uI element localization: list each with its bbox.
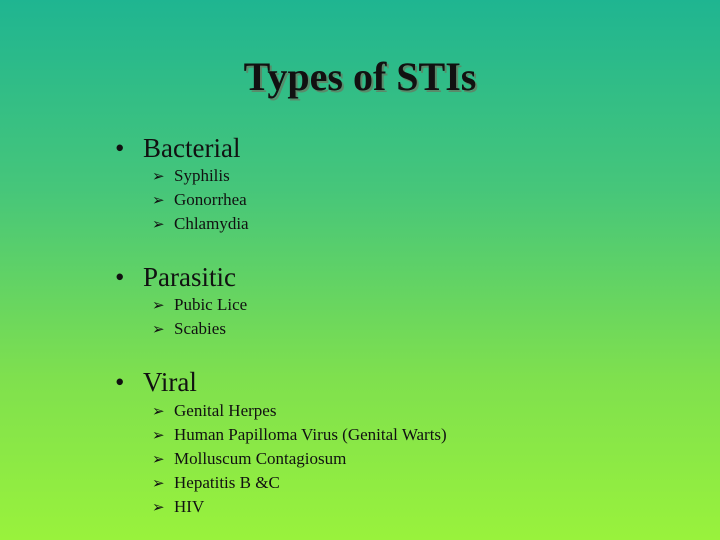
arrow-bullet-icon: ➢ [152, 169, 165, 185]
list-item [152, 447, 346, 472]
list-item [152, 317, 226, 342]
list-item [152, 495, 204, 520]
bullet-icon: • [115, 133, 125, 163]
bullet-icon: • [115, 367, 125, 397]
section-heading-bacterial [115, 132, 240, 164]
section-heading-label: Bacterial [143, 133, 241, 163]
section-heading-viral [115, 366, 197, 398]
arrow-bullet-icon: ➢ [152, 428, 165, 444]
section-heading-label: Parasitic [143, 262, 236, 292]
arrow-bullet-icon: ➢ [152, 404, 165, 420]
list-item-label: Hepatitis B &C [174, 473, 280, 492]
list-item [152, 399, 276, 424]
list-item-label: HIV [174, 497, 205, 516]
list-item [152, 423, 447, 448]
list-item-label: Genital Herpes [174, 401, 277, 420]
arrow-bullet-icon: ➢ [152, 322, 165, 338]
list-item-label: Gonorrhea [174, 190, 247, 209]
list-item [152, 188, 247, 213]
list-item-label: Human Papilloma Virus (Genital Warts) [174, 425, 447, 444]
slide-title: Types of STIs [243, 54, 477, 99]
list-item [152, 471, 280, 496]
section-heading-label: Viral [143, 367, 197, 397]
list-item [152, 293, 247, 318]
list-item-label: Scabies [174, 319, 226, 338]
list-item-label: Pubic Lice [174, 295, 248, 314]
list-item-label: Molluscum Contagiosum [174, 449, 347, 468]
arrow-bullet-icon: ➢ [152, 217, 165, 233]
list-item [152, 164, 230, 189]
arrow-bullet-icon: ➢ [152, 193, 165, 209]
bullet-icon: • [115, 262, 125, 292]
arrow-bullet-icon: ➢ [152, 298, 165, 314]
list-item [152, 212, 249, 237]
list-item-label: Chlamydia [174, 214, 249, 233]
arrow-bullet-icon: ➢ [152, 476, 165, 492]
section-heading-parasitic [115, 261, 236, 293]
list-item-label: Syphilis [174, 166, 230, 185]
arrow-bullet-icon: ➢ [152, 500, 165, 516]
arrow-bullet-icon: ➢ [152, 452, 165, 468]
